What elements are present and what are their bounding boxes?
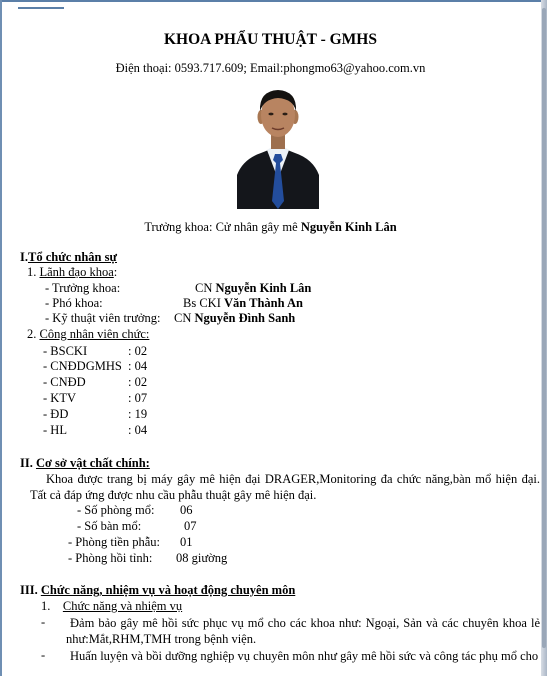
leader-title: CN — [195, 281, 216, 295]
facility-value: 07 — [184, 519, 197, 533]
duty-bullet: Đảm bảo gây mê hồi sức phục vụ mổ cho các khoa như: Ngoại, Sản và các chuyên khoa lẻ như:Mắt,RHM,TMH trong bệnh viện. — [66, 616, 540, 646]
staff-count: : 04 — [128, 423, 148, 437]
portrait-image — [237, 83, 319, 209]
leader-role: - Phó khoa: — [45, 296, 103, 310]
section-2-paragraph: Khoa được trang bị máy gây mê hiện đại DRAGER,Monitoring đa chức năng,bàn mổ hiện đại. Tất cả đáp ứng được nhu cầu phẫu thuật gây mê hiện đại. — [30, 472, 540, 502]
leader-title: CN — [174, 311, 195, 325]
section-1-sub-2 — [27, 327, 149, 342]
section-1-roman: I. — [20, 250, 28, 264]
photo-caption — [0, 220, 541, 235]
staff-count: : 02 — [128, 375, 148, 389]
facility-label: - Số bàn mổ: — [77, 519, 142, 533]
staff-label: - KTV — [43, 391, 76, 405]
contact-line: Điện thoại: 0593.717.609; Email:phongmo63@yahoo.com.vn — [115, 61, 426, 75]
leader-role: - Trưởng khoa: — [45, 281, 121, 295]
portrait-photo — [237, 83, 319, 209]
sub-1-colon: : — [113, 265, 118, 279]
leader-name — [183, 296, 303, 311]
leader-name-text: Nguyễn Đình Sanh — [194, 311, 296, 325]
facility-value: 08 giường — [176, 551, 228, 565]
staff-label: - BSCKI — [43, 344, 88, 358]
facility-label: - Số phòng mổ: — [77, 503, 155, 517]
caption-prefix: Trưởng khoa: Cử nhân gây mê — [144, 220, 301, 234]
section-1-sub-1 — [27, 265, 117, 280]
duty-bullet: Huấn luyện và bồi dưỡng nghiệp vụ chuyên môn như gây mê hồi sức và công tác phụ mổ cho — [70, 649, 539, 663]
section-1-heading — [20, 250, 117, 265]
section-1-title: Tổ chức nhân sự — [28, 250, 117, 264]
facility-label: - Phòng tiền phẫu: — [68, 535, 161, 549]
staff-count: : 02 — [128, 344, 148, 358]
section-3-roman: III. — [20, 583, 41, 597]
facility-label: - Phòng hồi tỉnh: — [68, 551, 153, 565]
leader-name — [195, 281, 311, 296]
sub-2-number: 2. — [27, 327, 37, 341]
section-2-title: Cơ sở vật chất chính: — [35, 456, 150, 470]
section-3-title: Chức năng, nhiệm vụ và hoạt động chuyên môn — [40, 583, 296, 597]
leader-title: Bs CKI — [183, 296, 224, 310]
leader-role: - Kỹ thuật viên trưởng: — [45, 311, 161, 325]
staff-label: - HL — [43, 423, 67, 437]
section-2-heading — [20, 456, 150, 471]
bullet-dash: - — [41, 648, 46, 662]
leader-name — [174, 311, 295, 326]
vertical-scrollbar[interactable] — [541, 0, 547, 676]
section-2-roman: II. — [20, 456, 36, 470]
section-3-heading — [20, 583, 295, 598]
staff-count: : 07 — [128, 391, 148, 405]
staff-label: - CNĐDGMHS — [43, 359, 122, 373]
section-3-sub-1 — [41, 599, 182, 614]
scrollbar-thumb[interactable] — [542, 8, 546, 648]
leader-name-text: Nguyễn Kinh Lân — [215, 281, 312, 295]
window-left-border — [0, 0, 2, 676]
staff-label: - ĐD — [43, 407, 69, 421]
facility-value: 01 — [180, 535, 193, 549]
sub-1-number: 1. — [27, 265, 37, 279]
caption-name: Nguyễn Kinh Lân — [300, 220, 397, 234]
sub-2-label: Công nhân viên chức: — [39, 327, 150, 341]
facility-value: 06 — [180, 503, 193, 517]
leader-name-text: Văn Thành An — [223, 296, 303, 310]
staff-count: : 04 — [128, 359, 148, 373]
staff-count: : 19 — [128, 407, 148, 421]
page-title: KHOA PHẨU THUẬT - GMHS — [163, 31, 377, 48]
bullet-dash: - — [41, 615, 46, 629]
staff-label: - CNĐD — [43, 375, 86, 389]
sub-1-number: 1. — [41, 599, 51, 613]
sub-1-label: Chức năng và nhiệm vụ — [62, 599, 183, 613]
window-tab-marker — [18, 0, 64, 9]
sub-1-label: Lãnh đạo khoa — [39, 265, 114, 279]
window-top-border — [0, 0, 547, 2]
